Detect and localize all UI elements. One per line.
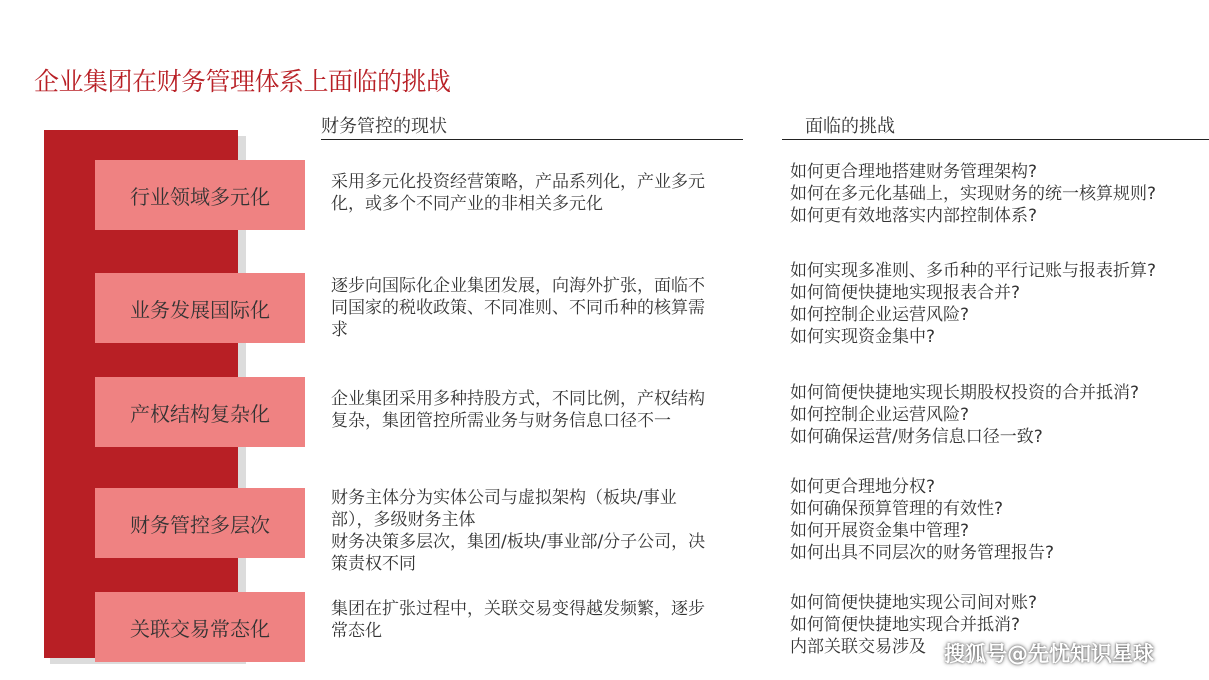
status-header-divider [321, 139, 743, 140]
category-label-related-party: 关联交易常态化 [95, 592, 305, 662]
status-line: 求 [331, 320, 348, 340]
challenge-list-ownership [790, 382, 1205, 448]
challenge-item: 内部关联交易涉及 [790, 637, 926, 657]
status-line: 常态化 [331, 621, 382, 641]
challenge-list-multilevel [790, 476, 1205, 564]
challenge-item: 如何确保运营/财务信息口径一致? [790, 427, 1043, 447]
status-line: 财务主体分为实体公司与虚拟架构（板块/事业 [331, 488, 677, 508]
category-label-international: 业务发展国际化 [95, 273, 305, 343]
challenge-list-industry [790, 161, 1205, 227]
status-line: 逐步向国际化企业集团发展，向海外扩张，面临不 [331, 276, 705, 296]
status-line: 企业集团采用多种持股方式，不同比例，产权结构 [331, 389, 705, 409]
status-text-industry [331, 171, 746, 215]
challenge-item: 如何控制企业运营风险? [790, 405, 970, 425]
status-line: 复杂，集团管控所需业务与财务信息口径不一 [331, 411, 671, 431]
challenge-item: 如何简便快捷地实现合并抵消? [790, 615, 1021, 635]
challenge-item: 如何实现多准则、多币种的平行记账与报表折算? [790, 261, 1157, 281]
challenge-item: 如何简便快捷地实现长期股权投资的合并抵消? [790, 383, 1140, 403]
status-line: 同国家的税收政策、不同准则、不同币种的核算需 [331, 298, 705, 318]
status-line: 化，或多个不同产业的非相关多元化 [331, 194, 603, 214]
challenge-item: 如何在多元化基础上，实现财务的统一核算规则? [790, 184, 1157, 204]
challenge-column-header: 面临的挑战 [805, 116, 895, 137]
status-text-multilevel [331, 487, 746, 575]
category-label-industry: 行业领域多元化 [95, 160, 305, 230]
status-text-related-party [331, 598, 746, 642]
challenge-item: 如何更有效地落实内部控制体系? [790, 206, 1038, 226]
challenge-item: 如何简便快捷地实现公司间对账? [790, 593, 1038, 613]
page-title: 企业集团在财务管理体系上面临的挑战 [34, 67, 451, 96]
challenge-item: 如何开展资金集中管理? [790, 521, 970, 541]
category-label-multilevel: 财务管控多层次 [95, 488, 305, 558]
status-line: 采用多元化投资经营策略，产品系列化，产业多元 [331, 172, 705, 192]
sohu-watermark: 搜狐号@先忧知识星球 [944, 642, 1154, 666]
status-text-ownership [331, 388, 746, 432]
category-label-ownership: 产权结构复杂化 [95, 377, 305, 447]
challenge-item: 如何实现资金集中? [790, 327, 936, 347]
status-line: 策责权不同 [331, 554, 416, 574]
challenge-item: 如何更合理地分权? [790, 477, 936, 497]
status-column-header: 财务管控的现状 [321, 116, 447, 137]
challenge-item: 如何确保预算管理的有效性? [790, 499, 1004, 519]
challenge-item: 如何更合理地搭建财务管理架构? [790, 162, 1038, 182]
challenge-item: 如何出具不同层次的财务管理报告? [790, 543, 1055, 563]
status-line: 部），多级财务主体 [331, 510, 476, 530]
challenge-header-divider [782, 139, 1209, 140]
challenge-item: 如何简便快捷地实现报表合并? [790, 283, 1021, 303]
status-text-international [331, 275, 746, 341]
status-line: 财务决策多层次，集团/板块/事业部/分子公司，决 [331, 532, 706, 552]
challenge-item: 如何控制企业运营风险? [790, 305, 970, 325]
status-line: 集团在扩张过程中，关联交易变得越发频繁，逐步 [331, 599, 705, 619]
challenge-list-international [790, 260, 1205, 348]
